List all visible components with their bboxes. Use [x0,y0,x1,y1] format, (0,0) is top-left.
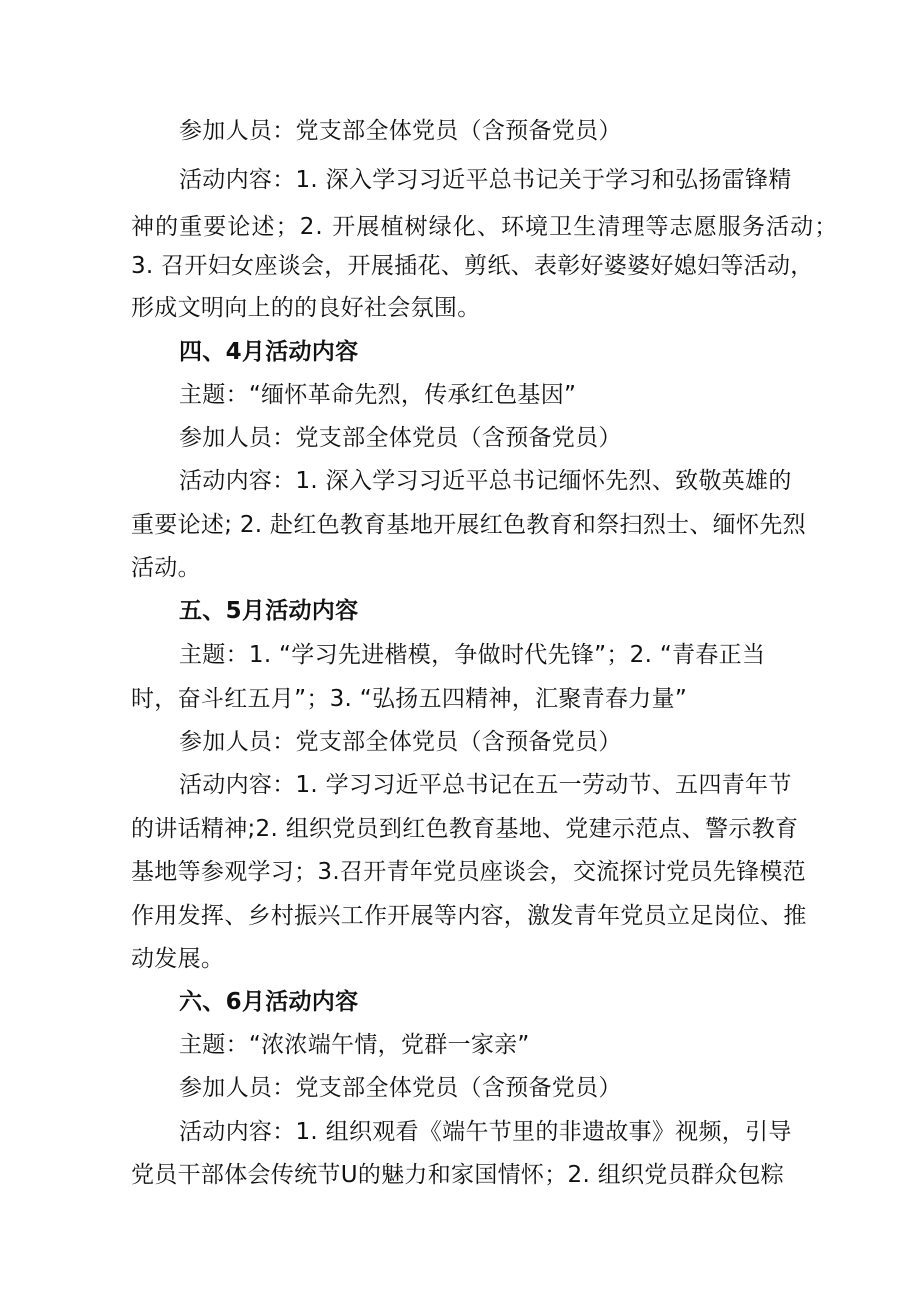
activity-content-line: 活动。 [131,555,201,581]
activity-content-line: 党员干部体会传统节U的魅力和家国情怀；2. 组织党员群众包粽 [131,1162,785,1188]
participants-line: 参加人员：党支部全体党员（含预备党员） [179,729,622,755]
theme-line: 时，奋斗红五月”；3. “弘扬五四精神，汇聚青春力量” [131,686,688,712]
activity-content-line: 活动内容：1. 深入学习习近平总书记关于学习和弘扬雷锋精 [179,167,792,193]
activity-content-line: 基地等参观学习；3.召开青年党员座谈会，交流探讨党员先锋模范 [131,859,806,885]
activity-content-line: 重要论述; 2. 赴红色教育基地开展红色教育和祭扫烈士、缅怀先烈 [131,512,806,538]
section-heading-may: 五、5月活动内容 [179,598,359,624]
activity-content-line: 动发展。 [131,946,225,972]
participants-line: 参加人员：党支部全体党员（含预备党员） [179,118,622,144]
section-heading-april: 四、4月活动内容 [179,339,359,365]
participants-line: 参加人员：党支部全体党员（含预备党员） [179,425,622,451]
activity-content-line: 活动内容：1. 深入学习习近平总书记缅怀先烈、致敬英雄的 [179,468,792,494]
participants-line: 参加人员：党支部全体党员（含预备党员） [179,1075,622,1101]
activity-content-line: 活动内容：1. 学习习近平总书记在五一劳动节、五四青年节 [179,772,792,798]
activity-content-line: 3. 召开妇女座谈会，开展插花、剪纸、表彰好婆婆好媳妇等活动， [131,253,814,279]
section-heading-june: 六、6月活动内容 [179,989,359,1015]
theme-line: 主题：“缅怀革命先烈，传承红色基因” [179,382,577,408]
theme-line: 主题：“浓浓端午情，党群一家亲” [179,1032,530,1058]
activity-content-line: 神的重要论述；2. 开展植树绿化、环境卫生清理等志愿服务活动； [131,214,839,240]
theme-line: 主题：1. “学习先进楷模，争做时代先锋”；2. “青春正当 [179,642,766,668]
activity-content-line: 作用发挥、乡村振兴工作开展等内容，激发青年党员立足岗位、推 [131,903,807,929]
activity-content-line: 的讲话精神;2. 组织党员到红色教育基地、党建示范点、警示教育 [131,816,799,842]
activity-content-line: 活动内容：1. 组织观看《端午节里的非遗故事》视频，引导 [179,1119,792,1145]
activity-content-line: 形成文明向上的的良好社会氛围。 [131,295,481,321]
